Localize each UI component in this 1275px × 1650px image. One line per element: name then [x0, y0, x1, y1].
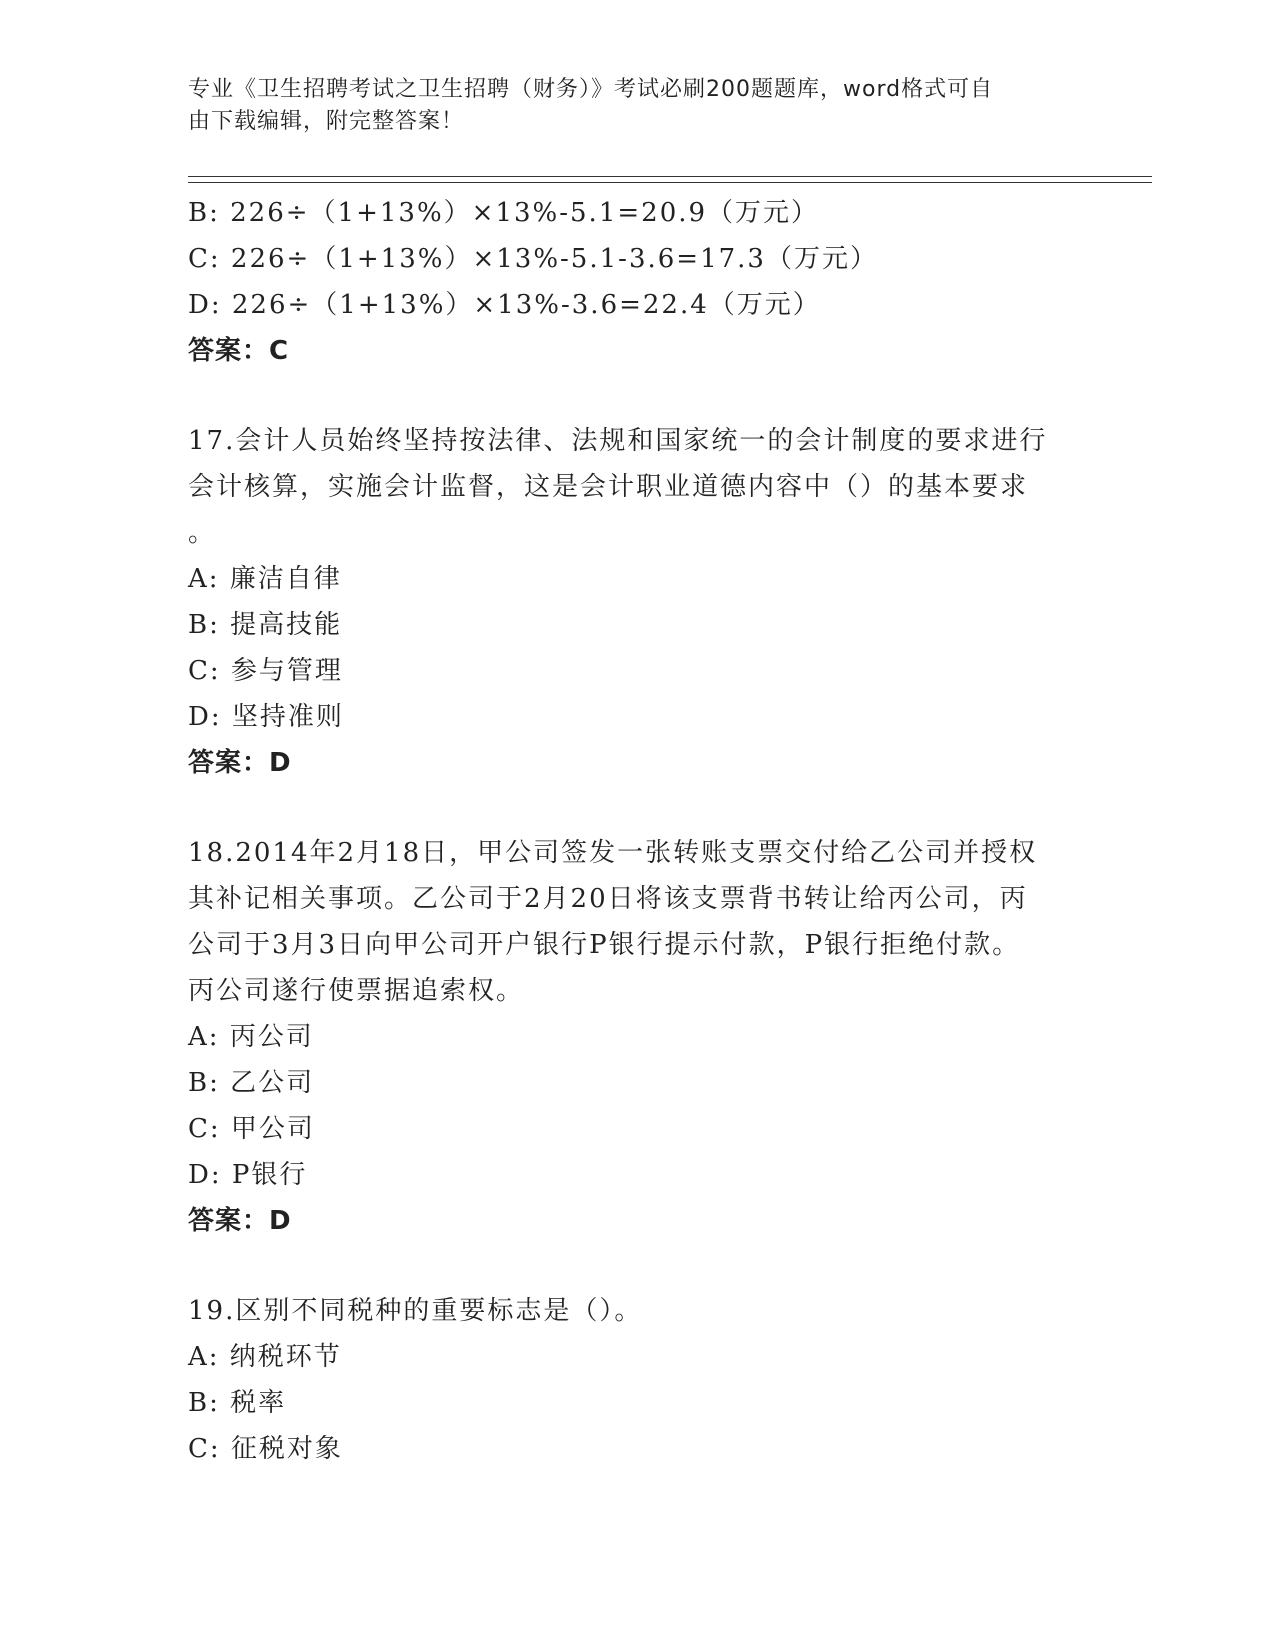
header-divider-top — [188, 176, 1152, 177]
header-divider-bottom — [188, 182, 1152, 183]
q16-option-c: C: 226÷（1+13%）×13%-5.1-3.6=17.3（万元） — [188, 244, 878, 274]
spacer — [188, 1244, 1088, 1288]
question-17-block — [188, 418, 1088, 786]
question-19-block — [188, 1288, 1088, 1472]
header-line-1: 专业《卫生招聘考试之卫生招聘（财务）》考试必刷200题题库，word格式可自 — [188, 77, 994, 102]
spacer — [188, 374, 1088, 418]
q18-option-b: B: 乙公司 — [188, 1068, 315, 1098]
q17-answer: 答案：D — [188, 748, 292, 778]
q19-option-b: B: 税率 — [188, 1388, 287, 1418]
q17-text-line-1: 17.会计人员始终坚持按法律、法规和国家统一的会计制度的要求进行 — [188, 426, 1048, 456]
document-header — [188, 74, 1068, 138]
q19-option-c: C: 征税对象 — [188, 1434, 343, 1464]
q18-text-line-2: 其补记相关事项。乙公司于2月20日将该支票背书转让给丙公司，丙 — [188, 884, 1028, 914]
spacer — [188, 786, 1088, 830]
q17-option-a: A: 廉洁自律 — [188, 564, 342, 594]
question-16-block — [188, 190, 1088, 374]
q19-text-line-1: 19.区别不同税种的重要标志是（）。 — [188, 1296, 643, 1326]
document-body — [188, 190, 1088, 1472]
q18-text-line-4: 丙公司遂行使票据追索权。 — [188, 976, 525, 1006]
question-18-block — [188, 830, 1088, 1244]
q17-option-c: C: 参与管理 — [188, 656, 343, 686]
header-line-2: 由下载编辑，附完整答案！ — [188, 109, 465, 134]
q18-text-line-3: 公司于3月3日向甲公司开户银行P银行提示付款，P银行拒绝付款。 — [188, 930, 1021, 960]
q18-option-a: A: 丙公司 — [188, 1022, 314, 1052]
q19-option-a: A: 纳税环节 — [188, 1342, 342, 1372]
q16-option-b: B: 226÷（1+13%）×13%-5.1=20.9（万元） — [188, 198, 820, 228]
q17-option-b: B: 提高技能 — [188, 610, 343, 640]
q16-answer: 答案：C — [188, 336, 290, 366]
q17-option-d: D: 坚持准则 — [188, 702, 344, 732]
q18-text-line-1: 18.2014年2月18日，甲公司签发一张转账支票交付给乙公司并授权 — [188, 838, 1038, 868]
q16-option-d: D: 226÷（1+13%）×13%-3.6=22.4（万元） — [188, 290, 821, 320]
q17-text-line-2: 会计核算，实施会计监督，这是会计职业道德内容中（）的基本要求 — [188, 472, 1029, 502]
q18-option-c: C: 甲公司 — [188, 1114, 315, 1144]
q18-option-d: D: P银行 — [188, 1160, 308, 1190]
q17-text-line-3: 。 — [188, 518, 217, 548]
q18-answer: 答案：D — [188, 1206, 292, 1236]
